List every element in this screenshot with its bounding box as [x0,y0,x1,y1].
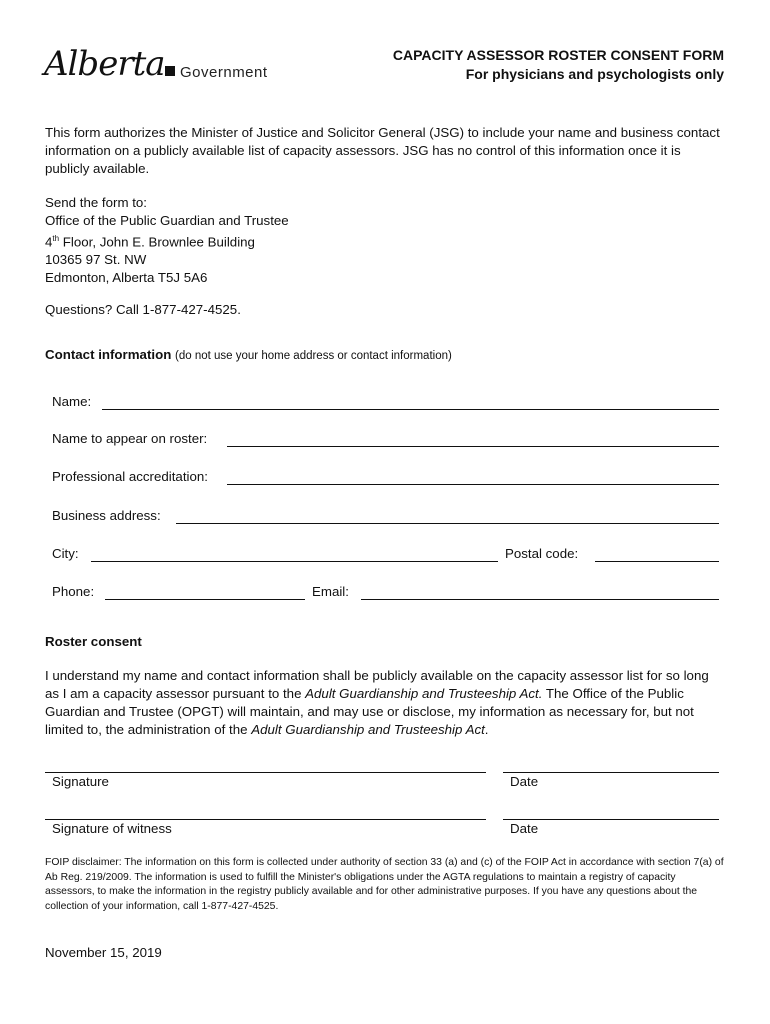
signature-date-field[interactable] [503,772,719,773]
roster-name-field[interactable] [227,446,719,447]
contact-heading: Contact information [45,347,172,362]
phone-field[interactable] [105,599,305,600]
accreditation-label: Professional accreditation: [52,469,208,484]
name-label: Name: [52,394,92,409]
accreditation-field[interactable] [227,484,719,485]
business-address-label: Business address: [52,508,161,523]
city-label: City: [52,546,79,561]
signature-label: Signature [52,774,109,789]
building-name: Floor, John E. Brownlee Building [59,234,255,250]
form-subtitle: For physicians and psychologists only [465,66,724,82]
street-address: 10365 97 St. NW [45,252,147,268]
phone-label: Phone: [52,584,95,599]
signature-date-label: Date [510,774,539,789]
consent-text-part1: I understand my name and contact information shall be publicly available on the capacity assessor list for so long as I am a capacity assessor pursuant to the [45,668,709,701]
alberta-logo-mark [165,66,175,76]
email-field[interactable] [361,599,719,600]
business-address-field[interactable] [176,523,719,524]
postal-code-label: Postal code: [505,546,579,561]
witness-date-label: Date [510,821,539,836]
form-date: November 15, 2019 [45,945,162,960]
form-title: CAPACITY ASSESSOR ROSTER CONSENT FORM [392,47,724,63]
send-label: Send the form to: [45,195,147,210]
roster-name-label: Name to appear on roster: [52,431,208,446]
consent-text-part3: . [484,722,489,737]
city-address: Edmonton, Alberta T5J 5A6 [45,270,208,286]
foip-disclaimer: FOIP disclaimer: The information on this form is collected under authority of section 33 (a) and (c) of the FOIP Act in accordance with section 7(a) of Ab Reg. 219/2009. The information is used to fulfill the Minister's obligations under the AGTA regulations to maintain a registry of capacity assessors, to make the information in the registry publicly available and for other administrative purposes. If you have any questions about the collection of your information, call 1-877-427-4525. [45,857,724,912]
consent-text [45,667,725,739]
act-name-2: Adult Guardianship and Trusteeship Act [251,722,485,737]
name-field[interactable] [102,409,719,410]
send-address-block [45,194,725,287]
act-name-1: Adult Guardianship and Trusteeship Act. [305,686,543,701]
floor-suffix: th [52,234,60,243]
intro-text: This form authorizes the Minister of Justice and Solicitor General (JSG) to include your name and business contact information on a publicly available list of capacity assessors. JSG has no control of this information once it is publicly available. [45,125,720,176]
alberta-logo-government: Government [180,64,268,81]
signature-field[interactable] [45,772,486,773]
alberta-logo-wordmark: Alberta [44,44,165,84]
city-field[interactable] [91,561,498,562]
witness-date-field[interactable] [503,819,719,820]
contact-heading-row [45,346,725,365]
questions-text: Questions? Call 1-877-427-4525. [45,302,241,317]
consent-heading: Roster consent [45,634,142,649]
contact-note: (do not use your home address or contact information) [175,350,452,362]
consent-text-part2: The Office of the Public Guardian and Trustee (OPGT) will maintain, and may use or disclose, my information as necessary for, but not limited to, the administration of the [45,686,694,737]
witness-signature-label: Signature of witness [52,821,172,836]
postal-code-field[interactable] [595,561,719,562]
witness-signature-field[interactable] [45,819,486,820]
email-label: Email: [312,584,349,599]
floor-number: 4 [45,234,53,250]
office-name: Office of the Public Guardian and Trustee [45,213,289,228]
